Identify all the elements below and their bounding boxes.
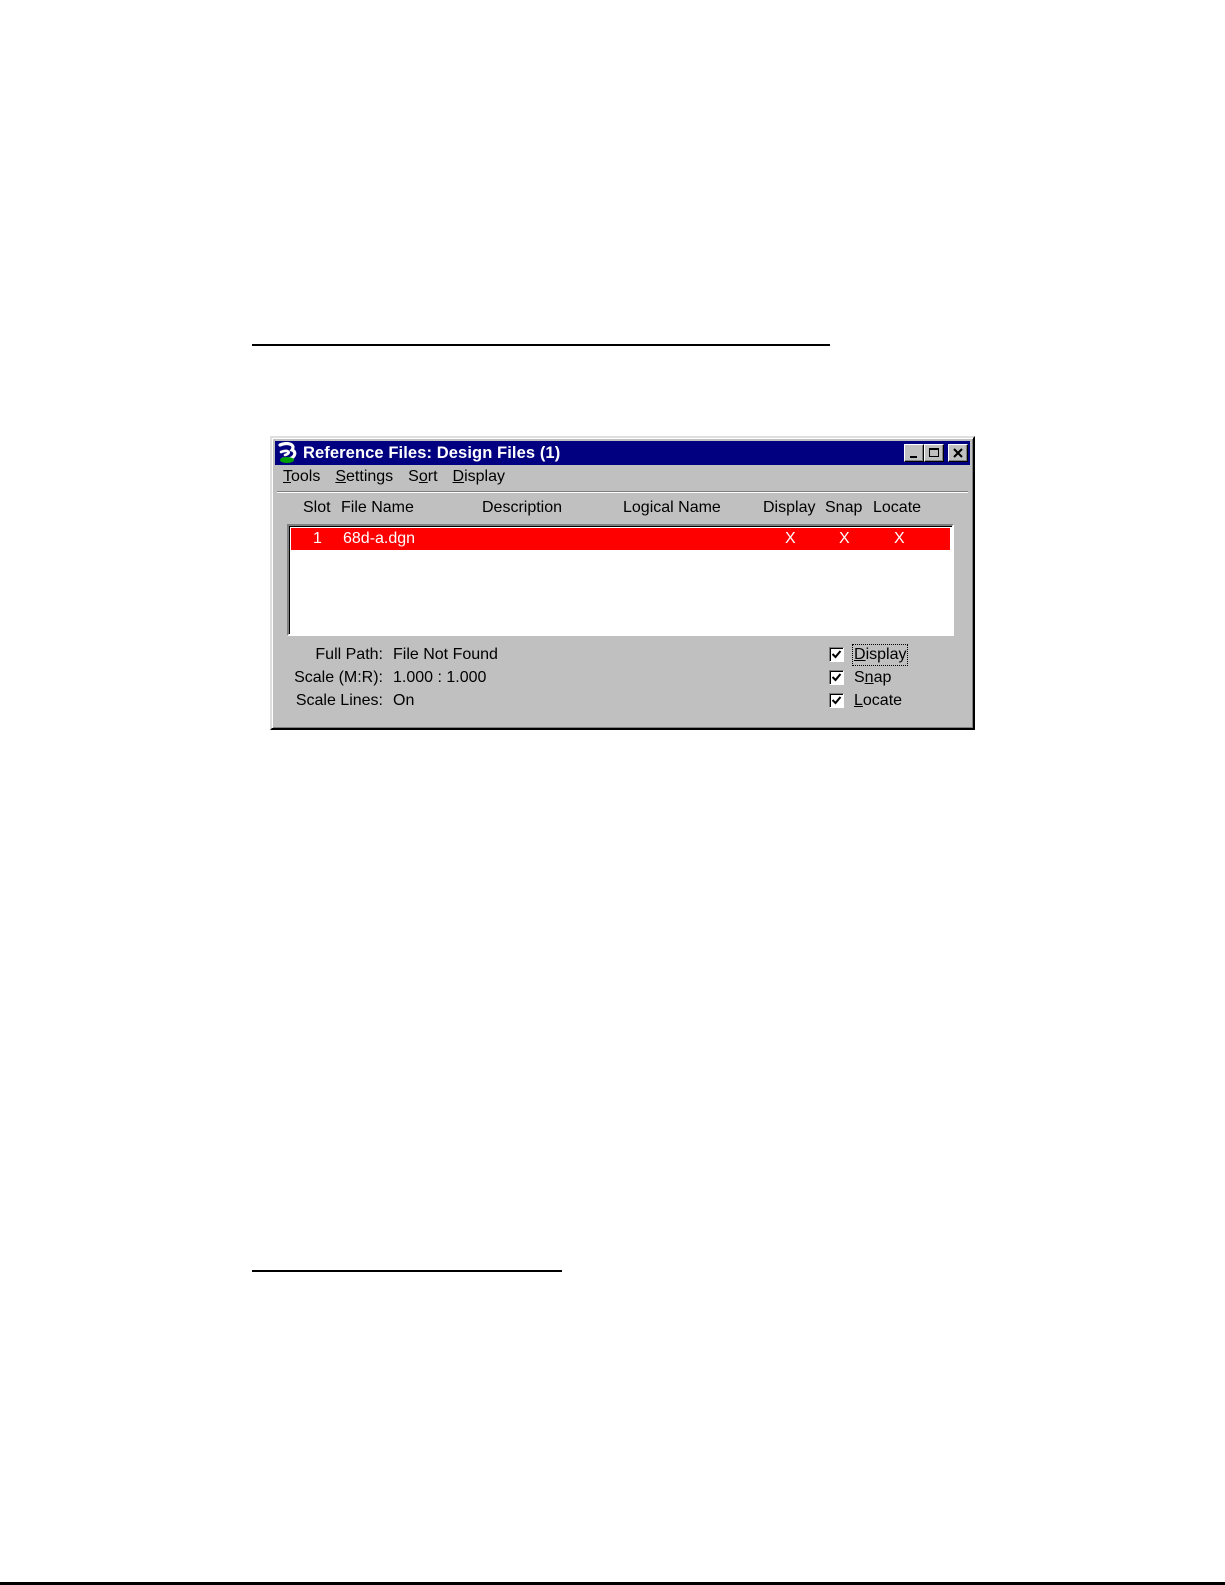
reference-file-list[interactable] xyxy=(287,524,954,636)
menu-settings[interactable]: Settings xyxy=(335,468,394,485)
close-icon xyxy=(952,447,964,459)
microstation-b-icon[interactable] xyxy=(276,442,300,464)
column-header-description[interactable]: Description xyxy=(482,499,563,516)
full-path-value: File Not Found xyxy=(393,646,498,663)
menu-tools[interactable]: Tools xyxy=(283,468,321,485)
menu-display[interactable]: Display xyxy=(452,468,505,485)
cell-locate: X xyxy=(894,530,905,547)
scale-value: 1.000 : 1.000 xyxy=(393,669,487,686)
cell-file-name: 68d-a.dgn xyxy=(343,530,416,547)
column-header-slot[interactable]: Slot xyxy=(303,499,331,516)
column-header-display[interactable]: Display xyxy=(763,499,816,516)
horizontal-rule-middle xyxy=(252,1270,562,1272)
minimize-icon xyxy=(908,447,920,459)
title-bar[interactable] xyxy=(275,441,970,465)
scale-lines-label: Scale Lines: xyxy=(295,692,383,709)
cell-display: X xyxy=(785,530,796,547)
horizontal-rule-top xyxy=(252,344,830,346)
checkmark-icon xyxy=(831,649,842,660)
window-title: Reference Files: Design Files (1) xyxy=(303,443,561,462)
reference-files-dialog xyxy=(270,436,975,730)
menu-sort[interactable]: Sort xyxy=(408,468,438,485)
scale-lines-value: On xyxy=(393,692,415,709)
maximize-button[interactable] xyxy=(924,444,944,462)
snap-checkbox[interactable] xyxy=(829,670,844,685)
cell-slot: 1 xyxy=(313,530,322,547)
column-header-snap[interactable]: Snap xyxy=(825,499,863,516)
column-header-locate[interactable]: Locate xyxy=(873,499,922,516)
maximize-icon xyxy=(928,447,940,459)
cell-snap: X xyxy=(839,530,850,547)
checkmark-icon xyxy=(831,695,842,706)
menu-bar xyxy=(283,465,520,489)
column-header-logical-name[interactable]: Logical Name xyxy=(623,499,721,516)
display-checkbox-label[interactable]: Display xyxy=(854,646,907,663)
display-checkbox[interactable] xyxy=(829,647,844,662)
snap-checkbox-label[interactable]: Snap xyxy=(854,669,892,686)
checkmark-icon xyxy=(831,672,842,683)
locate-checkbox[interactable] xyxy=(829,693,844,708)
locate-checkbox-label[interactable]: Locate xyxy=(854,692,903,709)
column-header-file-name[interactable]: File Name xyxy=(341,499,414,516)
close-button[interactable] xyxy=(948,444,968,462)
scale-label: Scale (M:R): xyxy=(294,669,383,686)
full-path-label: Full Path: xyxy=(315,646,383,663)
minimize-button[interactable] xyxy=(904,444,924,462)
menu-separator xyxy=(277,491,968,493)
table-row[interactable] xyxy=(291,528,950,550)
